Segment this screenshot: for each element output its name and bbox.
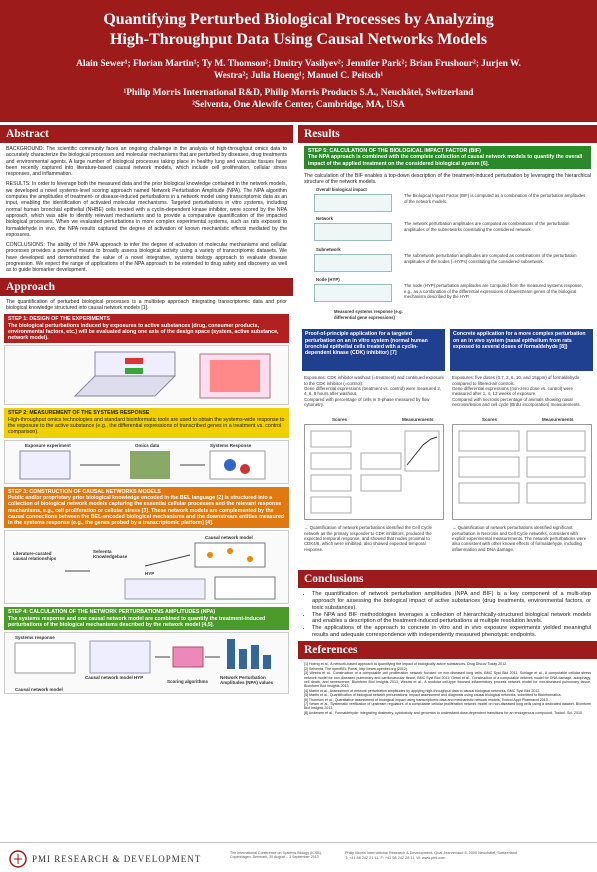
left-bullet-3: Compared with percentage of cells in S-phase measured by flow cytometry. xyxy=(304,396,430,407)
step5-text: The NPA approach is combined with the complete collection of causal network models to quantify the overall impact of the applied treatment on the considered biological system [6]. xyxy=(308,154,583,167)
step4-label-hyp: Causal network model HYP xyxy=(85,675,144,681)
references-heading: References xyxy=(298,641,597,659)
right-bullets xyxy=(452,375,592,407)
title-line-2: High-Throughput Data Using Causal Networks Models xyxy=(109,31,488,48)
abstract-body xyxy=(0,146,293,274)
footer-contact-line: T: +41 58 242 21 11, F: +41 58 242 28 11, W: www.pmi.com xyxy=(345,855,446,860)
step1-text: The biological perturbations induced by exposures to active substances (drug, consumer products, environmental factors, etc.) will be evaluated along one axis of the design space (system, active substance, network model). xyxy=(8,322,279,342)
affiliation-1: ¹Philip Morris International R&D, Philip Morris Products S.A., Neuchâtel, Switzerland xyxy=(123,88,474,98)
step4-label-cnm: Causal network model xyxy=(15,687,63,693)
pmi-crest-logo xyxy=(8,849,28,869)
footer-logo-text: PMI RESEARCH & DEVELOPMENT xyxy=(32,854,202,864)
reference-8: [8] Andersen et al., Formaldehyde: integrating dosimetry, cytotoxicity and genomics to understand dose-dependent transitions for an endogenous compound, Toxicol. Sci. 2010. xyxy=(304,710,583,715)
step1-box xyxy=(4,314,289,343)
right-bullet-3: Compared with necrosis percentage of animals showing nasal necrosis/lesion and cell cycle (BrdU incorporation) measurements. xyxy=(452,396,581,407)
right-plot-graphic xyxy=(453,425,591,519)
footer-conference: The International Conference on Systems Biology (ICSB), Copenhagen, Denmark, 30 August – 3 September 2013 xyxy=(230,851,322,860)
right-app-box: Concrete application for a more complex perturbation on an in vivo system (nasal epithelium from rats exposed to several doses of formaldehyde [8]) xyxy=(450,329,593,371)
conclusions-heading: Conclusions xyxy=(298,570,597,588)
right-bullet-1: Exposures: five doses (0.7, 2, 6, 10, and 15ppm) of formaldehyde compared to filtered-air controls. xyxy=(452,375,580,386)
reference-3: [3] Westra et al., Construction of a computable cell proliferation network focused on non-diseased lung cells, BMC Syst Biol 2011; Schlage et al., A computable cellular stress network model for non-diseased pulmonary and cardiovascular tissue, BMC Syst Biol 2011; Gebel et al., Construction of a computable network model for DNA damage, autophagy, cell death, and senescence, Bioinform Biol Insights 2013; Westra et al., A modular cell-type focused inflammatory process network model for non-diseased pulmonary tissue, Bioinform Biol Insights 2013. xyxy=(304,671,591,689)
right-column xyxy=(298,122,597,842)
left-column xyxy=(0,122,293,842)
reference-4: [4] Martin et al., Assessment of network perturbation amplitudes by applying high-throughput data to causal biological networks, BMC Syst Biol 2012. xyxy=(304,688,541,693)
left-plot-graphic xyxy=(305,425,443,519)
left-results-plots xyxy=(304,424,444,520)
step3-text: Public and/or proprietary prior biological knowledge encoded in the BEL language [2] is structured into a collection of biological network models capturing the essential cellular processes and the relevant response mechanisms, e.g., cell proliferation or cellular stress [3]. These network models are complemented by the causal connections between the BEL-encoded biological mechanisms and the downstream entities measured in the systems response (e.g., the genes probed by a transcriptomic platform) [4]. xyxy=(8,494,285,527)
right-scores-label: Scores xyxy=(482,417,498,423)
poster-title xyxy=(0,0,597,50)
right-measurements-label: Measurements xyxy=(542,417,574,423)
measurement-diagram xyxy=(4,440,289,484)
reference-5: [5] Martin et al., Quantification of biological network perturbations: impact assessment and diagnosis using causal biological networks, submitted to Bioinformatics. xyxy=(304,693,562,698)
footer-address-line: Philip Morris International Research & Development, Quai Jeanrenaud 5, 2000 Neuchâtel, Switzerland xyxy=(345,851,518,855)
step2-box xyxy=(4,408,289,437)
step3-label-cnm: Causal network model xyxy=(205,535,253,541)
measured-response: Measured systems response (e.g. differential gene expressions) xyxy=(334,309,403,320)
level-name-2: Subnetwork xyxy=(316,247,341,253)
step2-heading: STEP 2: MEASUREMENT OF THE SYSTEMS RESPONSE xyxy=(8,410,150,417)
left-bullets xyxy=(304,375,444,407)
level-graphic-0 xyxy=(314,194,392,212)
poster-footer xyxy=(0,842,597,872)
step5-box xyxy=(304,146,591,169)
level-graphic-2 xyxy=(314,254,392,272)
left-app-box: Proof-of-principle application for a targeted perturbation on an in vitro system (normal human bronchial epithelial cells treated with a cyclin-dependent kinase (CDK) inhibitor) [7] xyxy=(302,329,445,371)
reference-2: [2] Selventa, The openBEL Portal, http://www.openbel.org (2012). xyxy=(304,666,409,671)
step3-box xyxy=(4,487,289,529)
left-measurements-label: Measurements xyxy=(402,417,434,423)
right-results-plots xyxy=(452,424,592,520)
causal-network-diagram xyxy=(4,530,289,604)
authors: Alain Sewer¹; Florian Martin¹; Ty M. Thomson²; Dmitry Vasilyev²; Jennifer Park²; Brian Frushour²; Jurjen W. Westra²; Julia Hoeng¹; Manuel C. Peitsch¹ xyxy=(76,59,521,81)
poster-header xyxy=(0,0,597,122)
level-name-1: Network xyxy=(316,216,333,222)
design-space-diagram xyxy=(4,345,289,405)
left-scores-label: Scores xyxy=(332,417,348,423)
left-bullet-2: Gene differential expressions (treatment vs. control) were measured 2, 4, 6, 8 hours after washout. xyxy=(304,386,442,397)
network-graphic xyxy=(5,531,288,603)
step1-heading: STEP 1: DESIGN OF THE EXPERIMENTS xyxy=(8,316,111,323)
abstract-results: RESULTS: In order to leverage both the measured data and the prior biological knowledge contained in the network models, we developed a novel systems-level scoring approach named Network Perturbation Amplitude (NPA). The NPA algorithm computes the amplitudes of treatment- or disease-induced perturbations in a network model using transcriptomic data as an input, enabling the identification of activated molecular mechanisms. Targeted perturbations in vitro systems, including normal human bronchial epithelial (NHBE) cells treated with a cyclin-dependent kinase inhibitor, were scored by the NPA approach, which was able to identify relevant mechanisms and to provide a comparative quantification of the impacted biological processes. When we evaluated perturbations in more complex experimental systems, such as rats exposed to formaldehyde in vivo, the NPA results captured the degree of activation of known mechanistic effects mediated by the exposures. xyxy=(6,181,287,238)
level-name-0: Overall biological impact xyxy=(316,187,367,193)
step4-text: The systems response and one causal network model are combined to quantify the treatment-induced perturbations of the biological mechanisms described by the network model [4,5]. xyxy=(8,615,266,628)
right-bullet-2: Gene differential expressions (non-zero dose vs. control) were measured after 1, 4, 13 weeks of exposure. xyxy=(452,386,573,397)
level-desc-0: The Biological Impact Factor (BIF) is computed as a combination of the perturbation amplitudes of the network models. xyxy=(404,193,586,204)
level-desc-3: The node (HYP) perturbation amplitudes are computed from the measured systems response, e.g., as a combination of the differential expressions of downstream genes of the biological mechanism described by the HYP. xyxy=(404,283,583,300)
conclusions-body xyxy=(298,591,597,638)
left-bullet-1: Exposures: CDK inhibitor washout (=treatment) and continued exposure to the CDK inhibitor (=control). xyxy=(304,375,444,386)
step3-label-literature: Literature-curated causal relationships xyxy=(13,551,57,562)
step3-label-hyp: HYP xyxy=(145,571,155,577)
reference-6: [6] Thomson et al., Quantitative assessment of biological impact using transcriptomic data and mechanistic network models, Toxicol Appl Pharmacol 2013. xyxy=(304,697,549,702)
level-graphic-1 xyxy=(314,223,392,241)
step4-heading: STEP 4: CALCULATION OF THE NETWORK PERTURBATIONS AMPLITUDES (NPA) xyxy=(8,609,216,616)
bif-pyramid xyxy=(304,187,591,327)
approach-heading: Approach xyxy=(0,278,293,296)
approach-intro: The quantification of perturbed biological processes is a multistep approach integrating transcriptomic data and prior biological knowledge structured into causal network models [1]. xyxy=(6,298,287,311)
step4-label-npa: Network Perturbation Amplitudes (NPA) values xyxy=(220,675,274,686)
design-space-graphic xyxy=(5,346,288,404)
left-caption: → Quantification of network perturbations identified the Cell Cycle network as the primary responder to CDK inhibitors, produced the expected temporal response, and showed that nodes proximal to CDK4/6, which were inhibited, also showed expected temporal response. xyxy=(304,525,432,552)
level-graphic-3 xyxy=(314,284,392,302)
step4-label-response: Systems response xyxy=(15,635,55,641)
step2-label-response: Systems Response xyxy=(210,442,252,448)
npa-diagram xyxy=(4,632,289,694)
affiliations xyxy=(0,87,597,111)
conclusion-item-3: • The applications of the approach to concrete in vitro and in vivo exposure experiments yielded meaningful results and adequate correspondence with independently measured phenotypic endpoints. xyxy=(312,625,591,638)
abstract-background: BACKGROUND: The scientific community faces an ongoing challenge in the analysis of high-throughput omics data to accurately characterize the biological processes and molecular mechanisms that are perturbed by diseases, drug treatments and environmental agents. A large number of biological processes taking place in healthy lung and vascular tissues have been recently captured into literature-based causal network models, which include cell proliferation, cellular stress responses, and inflammation. xyxy=(6,146,287,178)
level-name-3: Node (HYP) xyxy=(316,277,340,283)
step3-heading: STEP 3: CONSTRUCTION OF CAUSAL NETWORKS MODELS xyxy=(8,488,161,495)
bif-intro: The calculation of the BIF enables a top-down description of the treatment-induced perturbation by leveraging the hierarchical structure of the network models. xyxy=(304,172,591,186)
applications xyxy=(302,329,593,567)
step4-label-scoring: Scoring algorithms xyxy=(167,679,209,685)
step5-heading: STEP 5: CALCULATION OF THE BIOLOGICAL IMPACT FACTOR (BIF) xyxy=(308,148,481,154)
right-caption: → Quantification of network perturbations identified significant perturbation in Necrosis and Cell Cycle networks, consistent with explicit experimental measurements. The network perturbations were also consistent with other known effects of formaldehyde, including inflammation and DNA damage. xyxy=(452,525,587,552)
step2-label-omics: Omics data xyxy=(135,442,160,448)
step4-box xyxy=(4,607,289,630)
footer-address xyxy=(345,851,590,861)
reference-7: [7] Sewer et al., Systematic verification of upstream regulators of a computable cellular proliferation network model on non-diseased lung cells using a dedicated dataset, Bioinform Biol Insights 2013. xyxy=(304,702,591,711)
level-desc-2: The subnetwork perturbation amplitudes are computed as combinations of the perturbation amplitudes of the nodes (=HYPs) constituting the considered subnetwork. xyxy=(404,253,577,264)
abstract-conclusions: CONCLUSIONS: The ability of the NPA approach to infer the degree of activation of molecular mechanisms and cellular processes provides a powerful means to broadly assess biological activity using a variety of transcriptomic datasets. We have developed and demonstrated the value of a novel integrative, systems biology approach to evaluate disease progression. We expect the range of applications of the NPA approach to be extended to drug safety and discovery as well as to guide biomarker development. xyxy=(6,242,287,274)
level-desc-1: The network perturbation amplitudes are computed as combinations of the perturbation amplitudes of the subnetworks constituting the considered network. xyxy=(404,221,570,232)
step3-label-kb: Selventa Knowledgebase xyxy=(93,549,128,560)
conclusion-item-1: • The quantification of network perturbation amplitudes (NPA and BIF) is a key component of a multi-step approach for assessing the biological impact of active substances (drug treatments, environmental factors, or toxic substances). xyxy=(312,591,591,611)
reference-1: [1] Hoeng et al., A network-based approach to quantifying the impact of biologically active substances, Drug Discov Today 2012. xyxy=(304,662,508,667)
results-heading: Results xyxy=(298,125,597,143)
affiliation-2: ²Selventa, One Alewife Center, Cambridge, MA, USA xyxy=(192,100,405,110)
step2-text: High-throughput omics technologies and standard bioinformatic tools are used to obtain the systems-wide response to the exposure to the active substance (e.g., the differential expressions of transcribed genes in a treatment vs. control comparison). xyxy=(8,416,285,436)
abstract-heading: Abstract xyxy=(0,125,293,143)
title-line-1: Quantifying Perturbed Biological Processes by Analyzing xyxy=(103,11,494,28)
references-body xyxy=(298,662,597,715)
conclusion-item-2: • The NPA and BIF methodologies leverages a collection of hierarchically-structured biological network models and enables a description of the treatment-induced perturbations at multiple resolution levels. xyxy=(312,612,591,625)
step2-label-exposure: Exposure experiment xyxy=(25,442,71,448)
